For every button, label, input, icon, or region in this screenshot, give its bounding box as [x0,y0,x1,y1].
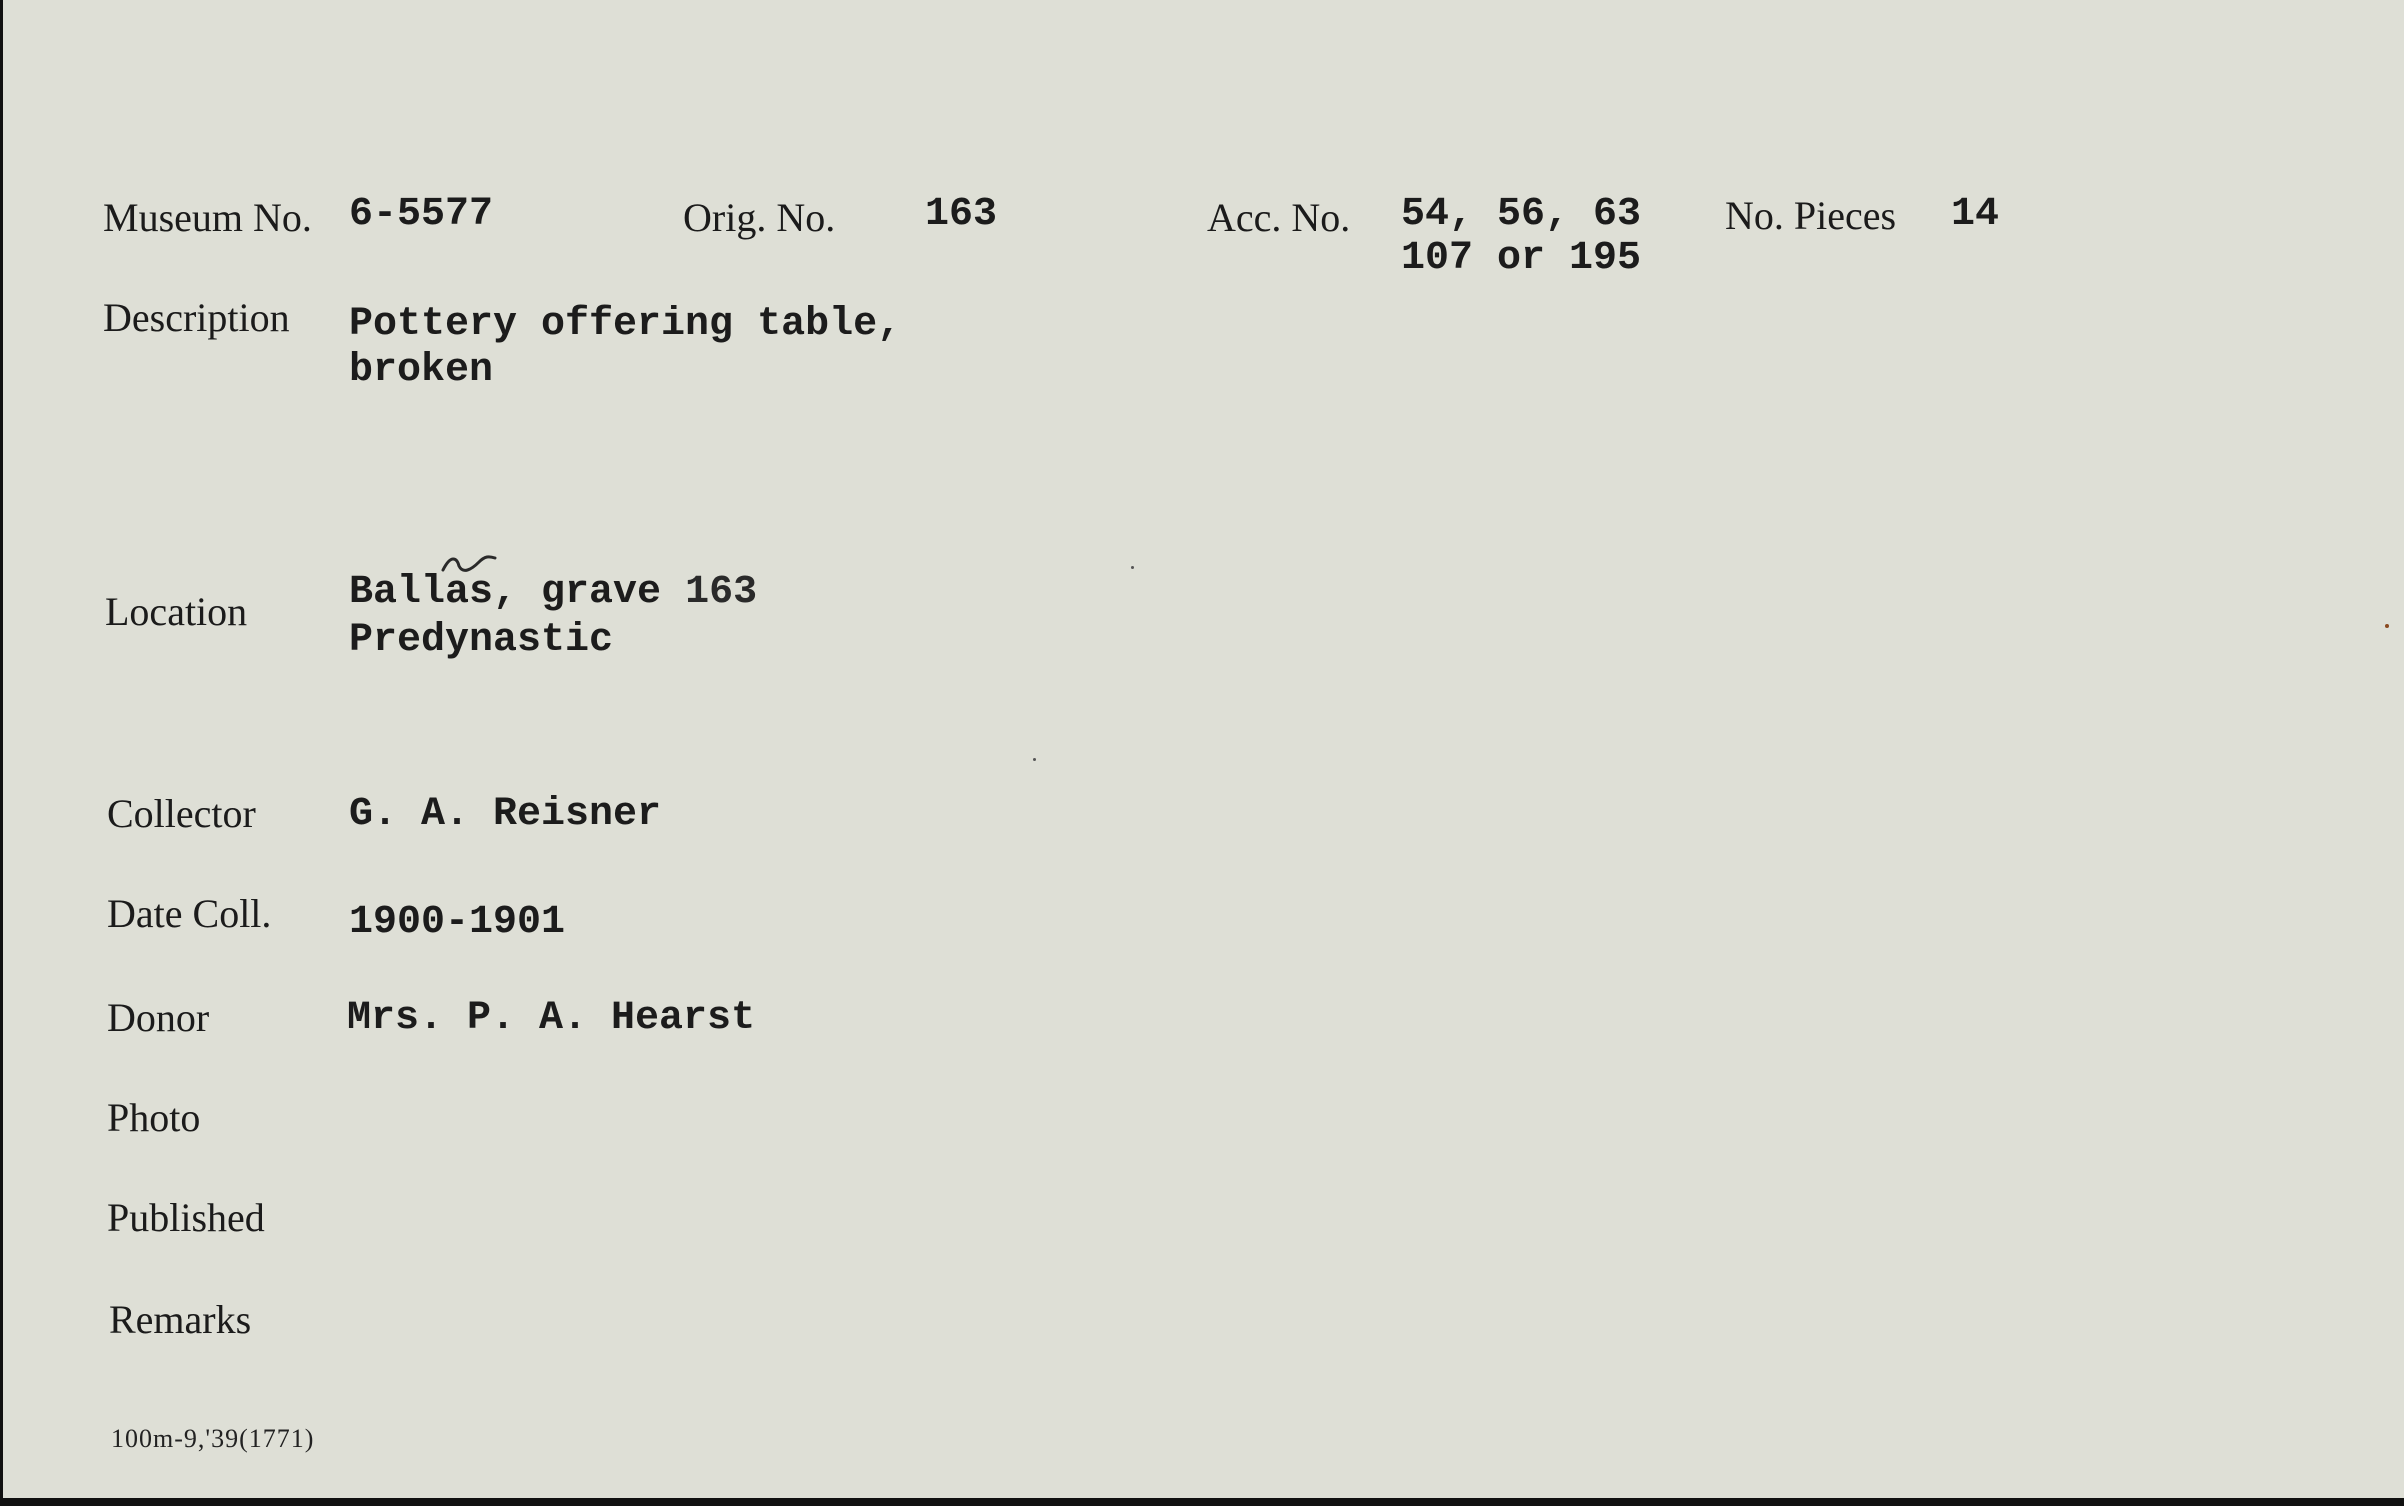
collector-value: G. A. Reisner [349,792,662,837]
paper-speck [1033,758,1036,761]
location-grave-number: 163 [685,570,758,615]
acc-no-value-line2: 107 or 195 [1401,236,1642,281]
date-coll-value: 1900-1901 [349,900,566,945]
published-label: Published [107,1195,265,1240]
location-line2: Predynastic [349,618,614,663]
paper-speck [2385,624,2389,628]
museum-no-value: 6-5577 [349,192,494,237]
photo-label: Photo [107,1095,201,1140]
location-place: Ballas, grave [349,570,662,615]
collector-label: Collector [107,791,256,836]
orig-no-value: 163 [925,192,998,237]
orig-no-label: Orig. No. [683,195,836,240]
donor-value: Mrs. P. A. Hearst [347,996,756,1041]
location-label: Location [105,589,248,634]
remarks-label: Remarks [109,1297,252,1342]
donor-label: Donor [107,995,210,1040]
location-line1 [349,570,757,616]
acc-no-value-line1: 54, 56, 63 [1401,192,1642,237]
no-pieces-value: 14 [1951,192,2000,237]
paper-speck [1131,566,1134,569]
description-line1: Pottery offering table, [349,302,902,347]
description-label: Description [103,295,290,340]
museum-no-label: Museum No. [103,195,312,240]
acc-no-label: Acc. No. [1207,195,1351,240]
description-line2: broken [349,348,494,393]
date-coll-label: Date Coll. [107,891,272,936]
form-code: 100m-9,'39(1771) [111,1424,315,1453]
no-pieces-label: No. Pieces [1725,193,1897,238]
